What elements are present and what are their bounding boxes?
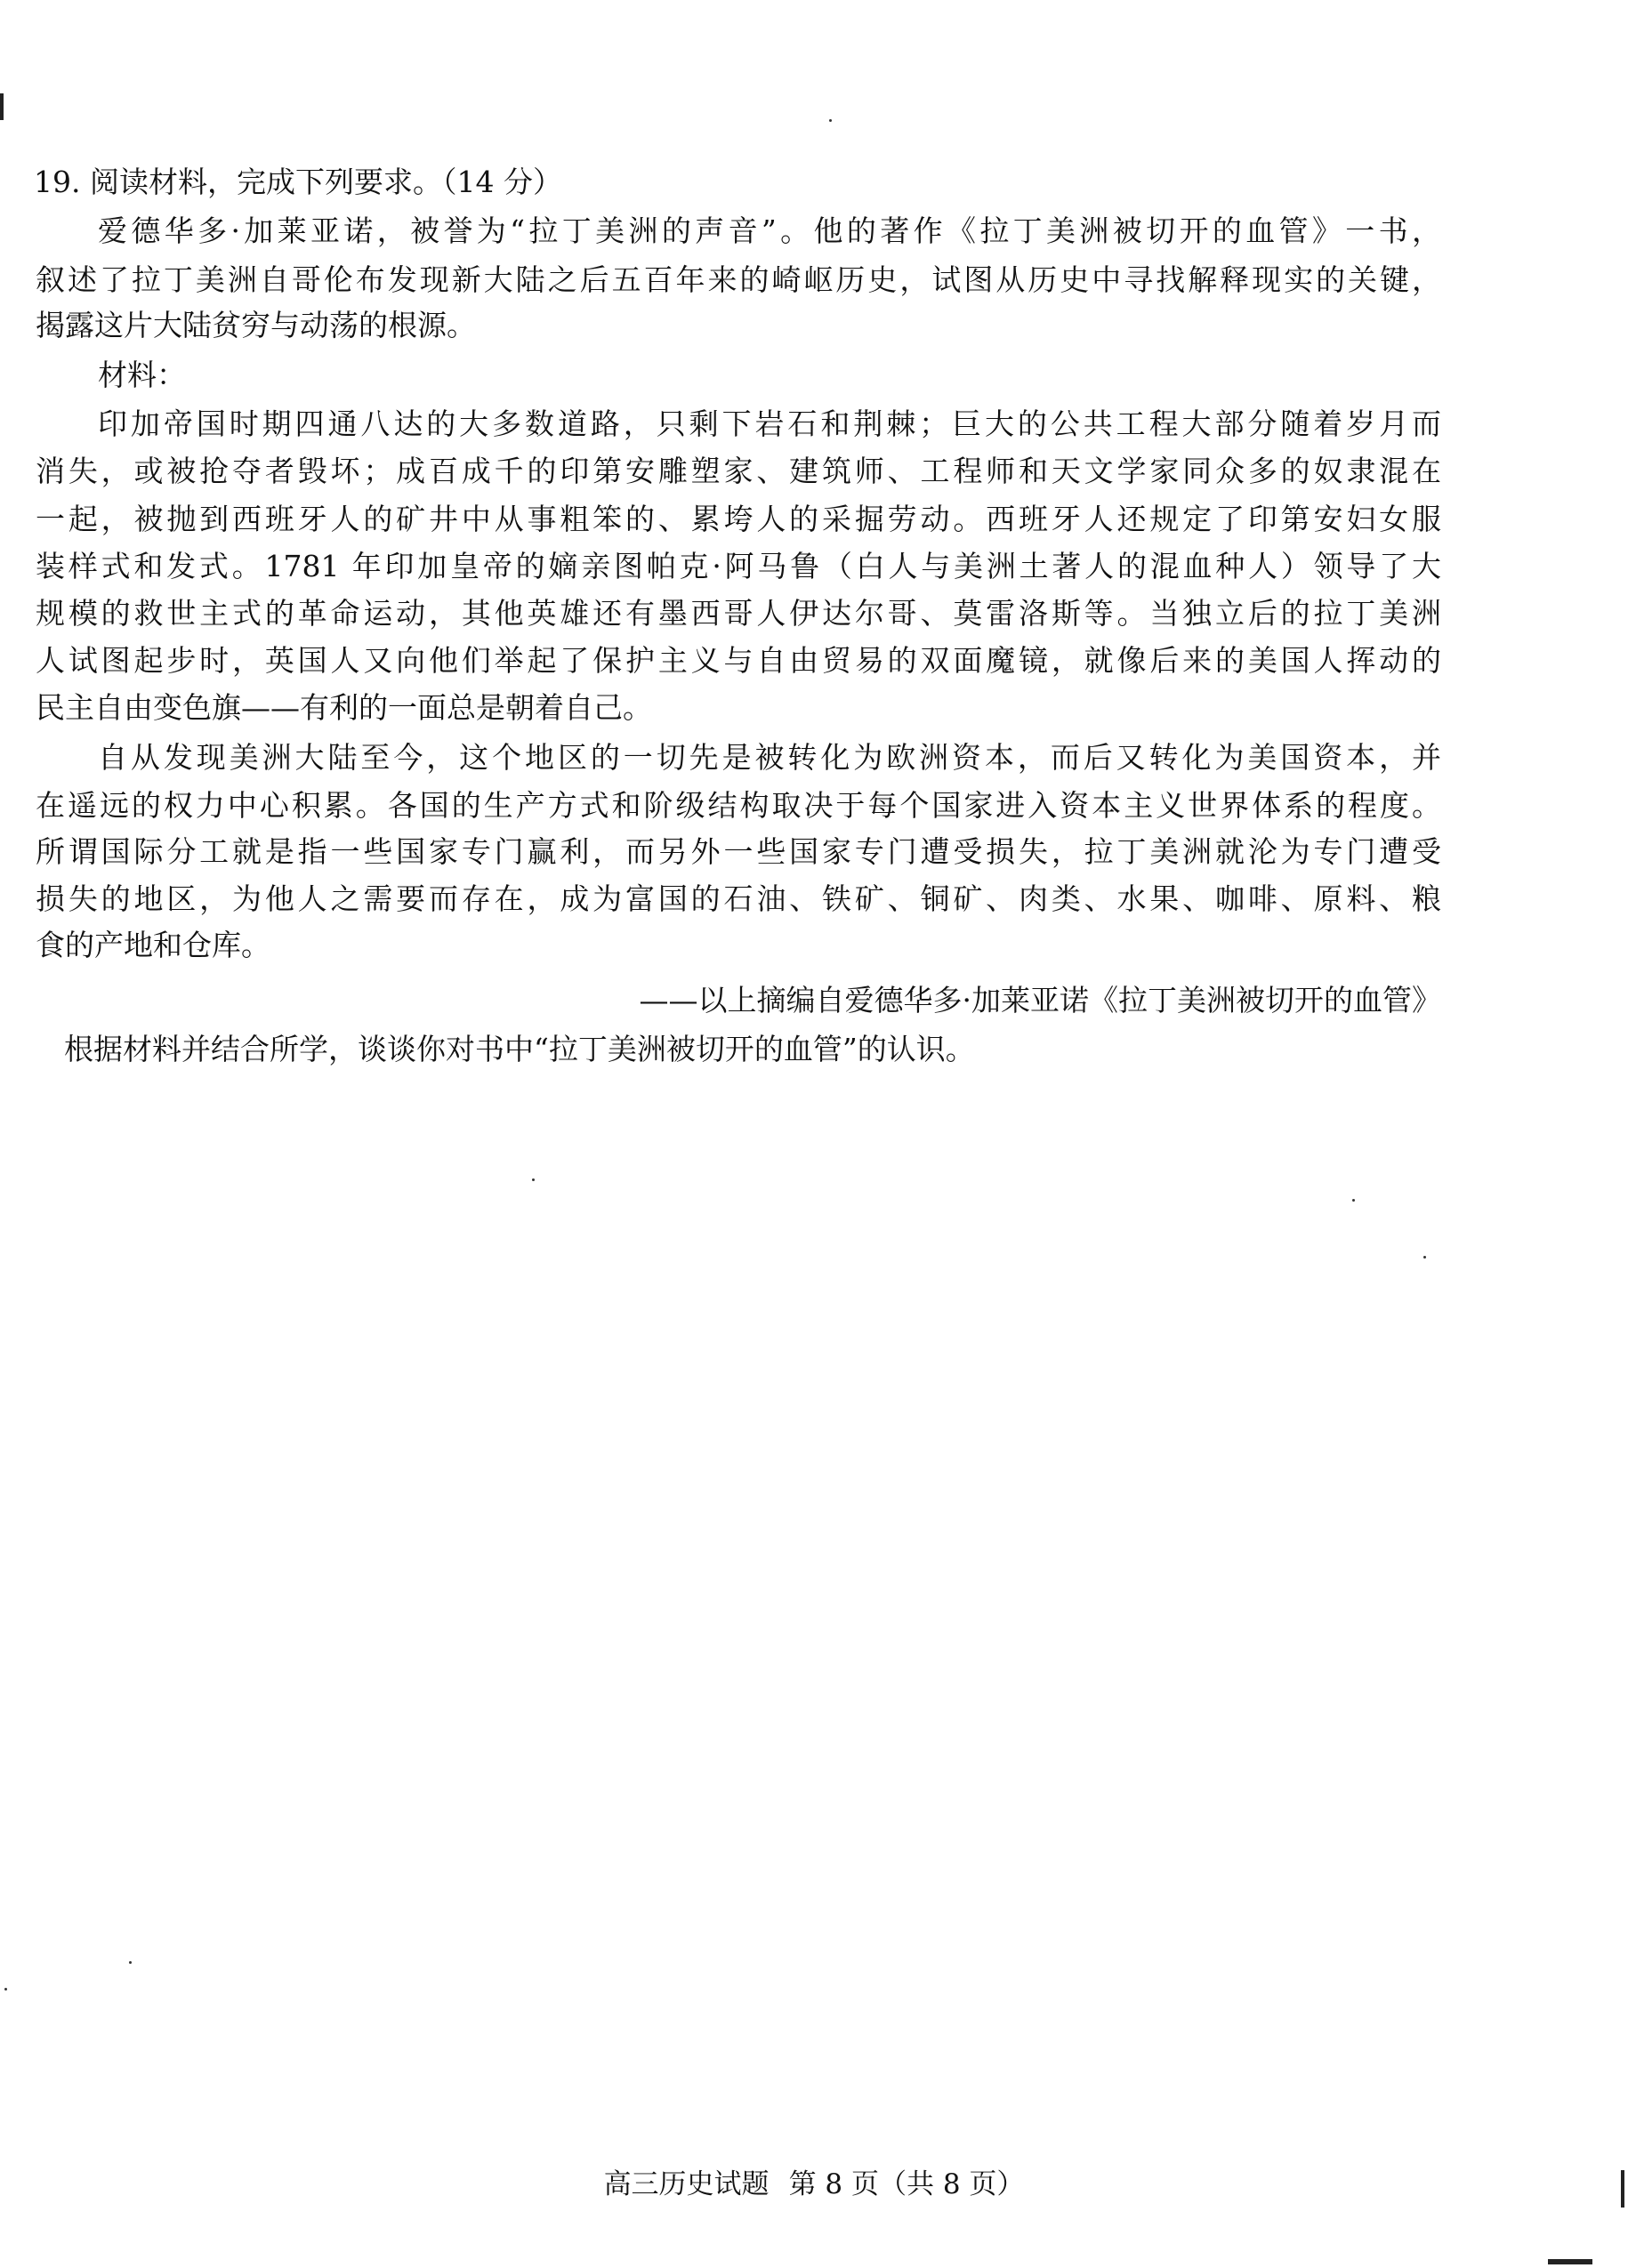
scan-speck xyxy=(532,1178,535,1181)
paragraph1-line-2: 消失，或被抢夺者毁坏；成百成千的印第安雕塑家、建筑师、工程师和天文学家同众多的奴隶混在 xyxy=(36,454,1441,488)
scan-speck xyxy=(829,119,832,122)
scan-speck xyxy=(4,1988,7,1991)
page-footer xyxy=(0,2167,1628,2202)
footer-title: 高三历史试题 xyxy=(603,2168,770,2200)
paragraph2-line-5: 食的产地和仓库。 xyxy=(36,928,270,962)
paragraph2-line-1: 自从发现美洲大陆至今，这个地区的一切先是被转化为欧洲资本，而后又转化为美国资本，并 xyxy=(98,740,1441,775)
scan-speck xyxy=(1423,1256,1426,1259)
paragraph2-line-3: 所谓国际分工就是指一些国家专门赢利，而另外一些国家专门遭受损失，拉丁美洲就沦为专门遭受 xyxy=(36,834,1441,869)
paragraph1-line-3: 一起，被抛到西班牙人的矿井中从事粗笨的、累垮人的采掘劳动。西班牙人还规定了印第安妇女服 xyxy=(36,502,1441,536)
scan-edge-mark xyxy=(1621,2170,1624,2208)
paragraph1-line-1: 印加帝国时期四通八达的大多数道路，只剩下岩石和荆棘；巨大的公共工程大部分随着岁月而 xyxy=(98,406,1441,441)
source-citation: ——以上摘编自爱德华多·加莱亚诺《拉丁美洲被切开的血管》 xyxy=(639,983,1441,1017)
intro-line-1: 爱德华多·加莱亚诺，被誉为“拉丁美洲的声音”。他的著作《拉丁美洲被切开的血管》一书， xyxy=(98,213,1441,248)
paragraph1-line-6: 人试图起步时，英国人又向他们举起了保护主义与自由贸易的双面魔镜，就像后来的美国人挥动的 xyxy=(36,643,1441,678)
scan-edge-mark xyxy=(0,93,4,120)
material-label: 材料： xyxy=(98,358,186,392)
paragraph1-line-7: 民主自由变色旗——有利的一面总是朝着自己。 xyxy=(36,690,652,725)
scan-speck xyxy=(1352,1199,1355,1202)
question-header: 19. 阅读材料，完成下列要求。（14 分） xyxy=(34,165,562,199)
paragraph1-line-4: 装样式和发式。1781 年印加皇帝的嫡亲图帕克·阿马鲁（白人与美洲土著人的混血种人）领导了大 xyxy=(36,549,1441,583)
paragraph2-line-4: 损失的地区，为他人之需要而存在，成为富国的石油、铁矿、铜矿、肉类、水果、咖啡、原料、粮 xyxy=(36,881,1441,916)
footer-page-label: 第 8 页（共 8 页） xyxy=(788,2168,1025,2200)
intro-line-3: 揭露这片大陆贫穷与动荡的根源。 xyxy=(36,308,476,342)
scan-edge-mark xyxy=(1548,2259,1592,2264)
question-prompt: 根据材料并结合所学，谈谈你对书中“拉丁美洲被切开的血管”的认识。 xyxy=(64,1032,975,1066)
intro-line-2: 叙述了拉丁美洲自哥伦布发现新大陆之后五百年来的崎岖历史，试图从历史中寻找解释现实的关键， xyxy=(36,262,1441,297)
scan-speck xyxy=(129,1961,132,1964)
paragraph2-line-2: 在遥远的权力中心积累。各国的生产方式和阶级结构取决于每个国家进入资本主义世界体系的程度。 xyxy=(36,788,1441,823)
paragraph1-line-5: 规模的救世主式的革命运动，其他英雄还有墨西哥人伊达尔哥、莫雷洛斯等。当独立后的拉丁美洲 xyxy=(36,596,1441,631)
